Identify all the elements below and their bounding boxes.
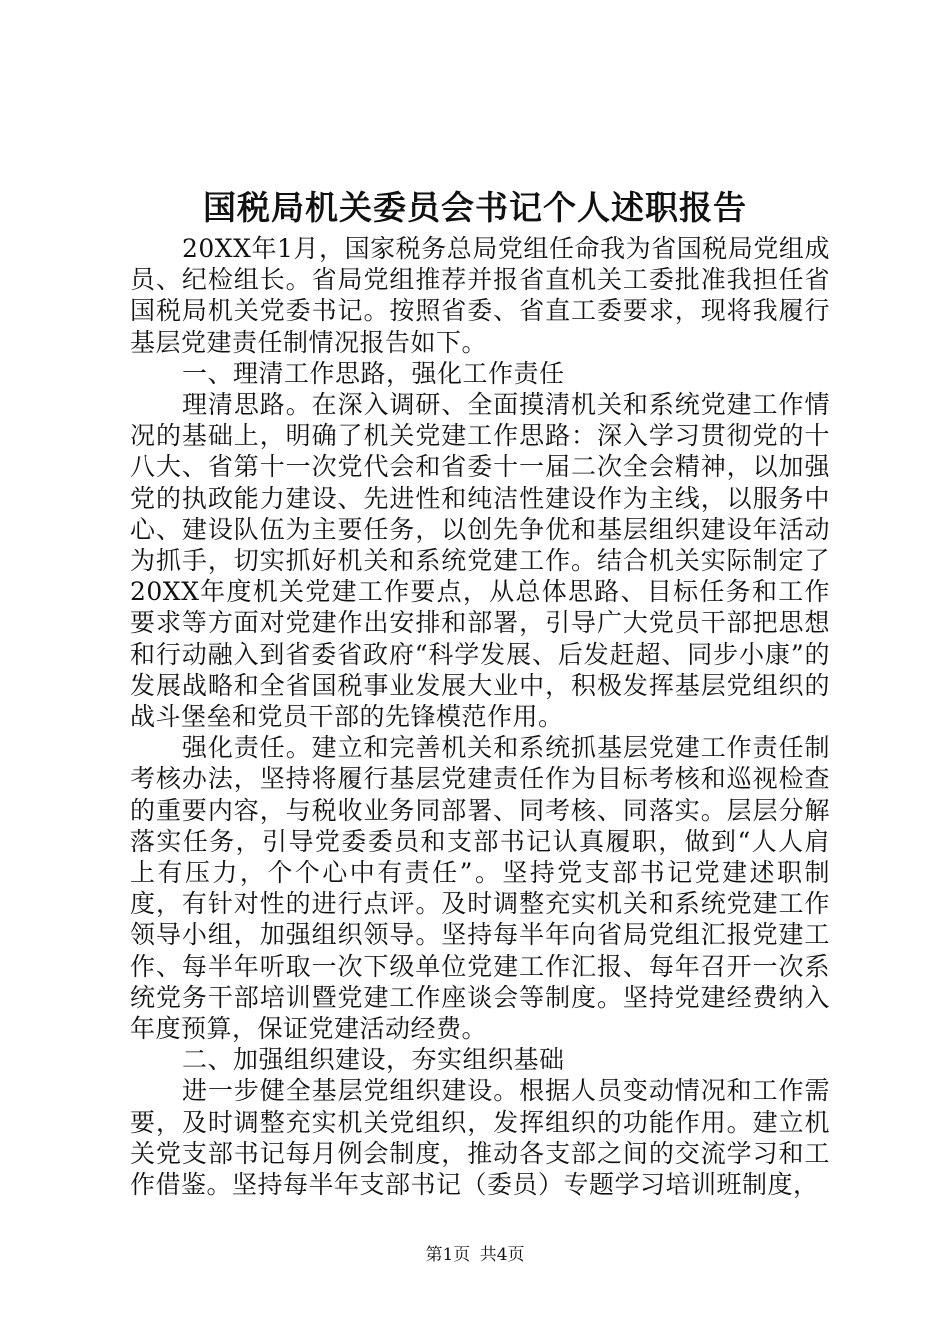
paragraph-clarify-thinking: 理清思路。在深入调研、全面摸清机关和系统党建工作情况的基础上，明确了机关党建工作思路：深入学习贯彻党的十八大、省第十一次党代会和省委十一届二次全会精神，以加强党的执政能力建设、先进性和纯洁性建设作为主线，以服务中心、建设队伍为主要任务，以创先争优和基层组织建设年活动为抓手，切实抓好机关和系统党建工作。结合机关实际制定了20XX年度机关党建工作要点，从总体思路、目标任务和工作要求等方面对党建作出安排和部署，引导广大党员干部把思想和行动融入到省委省政府“科学发展、后发赶超、同步小康”的发展战略和全省国税事业发展大业中，积极发挥基层党组织的战斗堡垒和党员干部的先锋模范作用。 [130, 390, 830, 732]
paragraph-intro: 20XX年1月，国家税务总局党组任命我为省国税局党组成员、纪检组长。省局党组推荐并报省直机关工委批准我担任省国税局机关党委书记。按照省委、省直工委要求，现将我履行基层党建责任制情况报告如下。 [130, 234, 830, 357]
section-heading-2: 二、加强组织建设，夯实组织基础 [182, 1045, 565, 1075]
page-footer [0, 1243, 950, 1267]
document-body [130, 233, 830, 1200]
paragraph-organization-building: 进一步健全基层党组织建设。根据人员变动情况和工作需要，及时调整充实机关党组织，发挥组织的功能作用。建立机关党支部书记每月例会制度，推动各支部之间的交流学习和工作借鉴。坚持每半年支部书记（委员）专题学习培训班制度， [130, 1076, 830, 1200]
section-heading-1: 一、理清工作思路，强化工作责任 [182, 358, 565, 388]
paragraph-strengthen-responsibility: 强化责任。建立和完善机关和系统抓基层党建工作责任制考核办法，坚持将履行基层党建责任作为目标考核和巡视检查的重要内容，与税收业务同部署、同考核、同落实。层层分解落实任务，引导党委委员和支部书记认真履职，做到“人人肩上有压力，个个心中有责任”。坚持党支部书记党建述职制度，有针对性的进行点评。及时调整充实机关和系统党建工作领导小组，加强组织领导。坚持每半年向省局党组汇报党建工作、每半年听取一次下级单位党建工作汇报、每年召开一次系统党务干部培训暨党建工作座谈会等制度。坚持党建经费纳入年度预算，保证党建活动经费。 [130, 733, 830, 1044]
document-title: 国税局机关委员会书记个人述职报告 [203, 188, 747, 227]
page-number: 第1页 [425, 1245, 471, 1265]
page-total: 共4页 [479, 1245, 525, 1265]
